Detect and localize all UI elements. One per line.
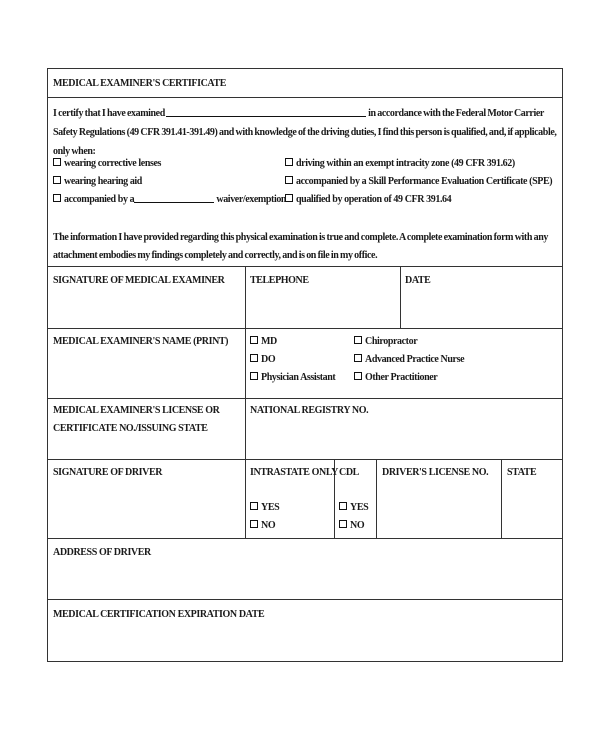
checkbox[interactable]: [354, 336, 362, 344]
checkbox[interactable]: [285, 194, 293, 202]
divider: [245, 459, 246, 538]
checkbox[interactable]: [285, 158, 293, 166]
option-label: NO: [261, 520, 276, 531]
divider: [245, 266, 246, 459]
intrastate-no[interactable]: [250, 519, 275, 533]
condition-label: wearing corrective lenses: [64, 158, 161, 169]
examiner-name-label: MEDICAL EXAMINER'S NAME (PRINT): [53, 336, 229, 347]
practitioner-chiropractor[interactable]: [354, 335, 417, 349]
condition-hearing-aid[interactable]: [53, 175, 142, 189]
condition-label: accompanied by a: [64, 194, 135, 205]
divider: [48, 398, 562, 399]
checkbox[interactable]: [250, 372, 258, 380]
form-title: MEDICAL EXAMINER'S CERTIFICATE: [53, 78, 227, 89]
attestation-paragraph: [53, 229, 558, 265]
certify-text-after: in accordance with the Federal Motor Carrier Safety: [53, 108, 544, 138]
condition-label: accompanied by a Skill Performance Evaluation Certificate (SPE): [296, 176, 553, 187]
intrastate-yes[interactable]: [250, 501, 279, 515]
checkbox[interactable]: [285, 176, 293, 184]
checkbox[interactable]: [250, 336, 258, 344]
checkbox[interactable]: [250, 520, 258, 528]
condition-label: driving within an exempt intracity zone (49 CFR 391.62): [296, 158, 515, 169]
checkbox[interactable]: [354, 372, 362, 380]
condition-label: wearing hearing aid: [64, 176, 142, 187]
option-label: DO: [261, 354, 276, 365]
checkbox[interactable]: [53, 158, 61, 166]
option-label: YES: [261, 502, 280, 513]
practitioner-do[interactable]: [250, 353, 275, 367]
waiver-type-field[interactable]: [134, 202, 214, 203]
option-label: Other Practitioner: [365, 372, 438, 383]
address-label: ADDRESS OF DRIVER: [53, 547, 151, 558]
condition-waiver[interactable]: [53, 193, 286, 207]
drivers-license-label: DRIVER'S LICENSE NO.: [382, 467, 489, 478]
certify-paragraph: [53, 104, 558, 161]
registry-label: NATIONAL REGISTRY NO.: [250, 405, 369, 416]
option-label: NO: [350, 520, 365, 531]
state-label: STATE: [507, 467, 537, 478]
condition-spe[interactable]: [285, 175, 552, 189]
divider: [48, 97, 562, 98]
signature-driver-label: SIGNATURE OF DRIVER: [53, 467, 163, 478]
checkbox[interactable]: [53, 194, 61, 202]
license-label-2: CERTIFICATE NO./ISSUING STATE: [53, 423, 208, 434]
telephone-label: TELEPHONE: [250, 275, 309, 286]
option-label: YES: [350, 502, 369, 513]
condition-391-64[interactable]: [285, 193, 451, 207]
option-label: MD: [261, 336, 277, 347]
examinee-name-field[interactable]: [166, 116, 366, 117]
cdl-label: CDL: [339, 467, 359, 478]
waiver-suffix: waiver/exemption: [216, 194, 287, 205]
option-label: Chiropractor: [365, 336, 418, 347]
practitioner-md[interactable]: [250, 335, 277, 349]
practitioner-other[interactable]: [354, 371, 437, 385]
attestation-line-2: findings completely and correctly, and is on file in my office.: [151, 250, 378, 261]
date-label: DATE: [405, 275, 431, 286]
checkbox[interactable]: [354, 354, 362, 362]
divider: [48, 266, 562, 267]
divider: [400, 266, 401, 328]
divider: [48, 599, 562, 600]
certify-text-before: I certify that I have examined: [53, 108, 165, 119]
practitioner-pa[interactable]: [250, 371, 335, 385]
option-label: Physician Assistant: [261, 372, 336, 383]
medical-examiners-certificate-form: [47, 68, 563, 662]
attestation-line-1: The information I have provided regarding this physical examination is true and complete. A complete examination form with any attachment embodies my: [53, 232, 548, 261]
intrastate-label: INTRASTATE ONLY: [250, 467, 339, 478]
cdl-no[interactable]: [339, 519, 364, 533]
divider: [48, 328, 562, 329]
license-label-1: MEDICAL EXAMINER'S LICENSE OR: [53, 405, 220, 416]
condition-corrective-lenses[interactable]: [53, 157, 161, 171]
practitioner-apn[interactable]: [354, 353, 464, 367]
signature-examiner-label: SIGNATURE OF MEDICAL EXAMINER: [53, 275, 225, 286]
option-label: Advanced Practice Nurse: [365, 354, 465, 365]
checkbox[interactable]: [339, 520, 347, 528]
divider: [48, 538, 562, 539]
checkbox[interactable]: [339, 502, 347, 510]
checkbox[interactable]: [250, 502, 258, 510]
expiration-label: MEDICAL CERTIFICATION EXPIRATION DATE: [53, 609, 265, 620]
divider: [501, 459, 502, 538]
divider: [48, 459, 562, 460]
checkbox[interactable]: [250, 354, 258, 362]
divider: [376, 459, 377, 538]
condition-intracity-zone[interactable]: [285, 157, 515, 171]
checkbox[interactable]: [53, 176, 61, 184]
condition-label: qualified by operation of 49 CFR 391.64: [296, 194, 452, 205]
certify-line-2: Regulations (49 CFR 391.41-391.49) and with knowledge of the driving duties, I find this person is qualified, and, if applicable, only when:: [53, 127, 557, 157]
cdl-yes[interactable]: [339, 501, 368, 515]
